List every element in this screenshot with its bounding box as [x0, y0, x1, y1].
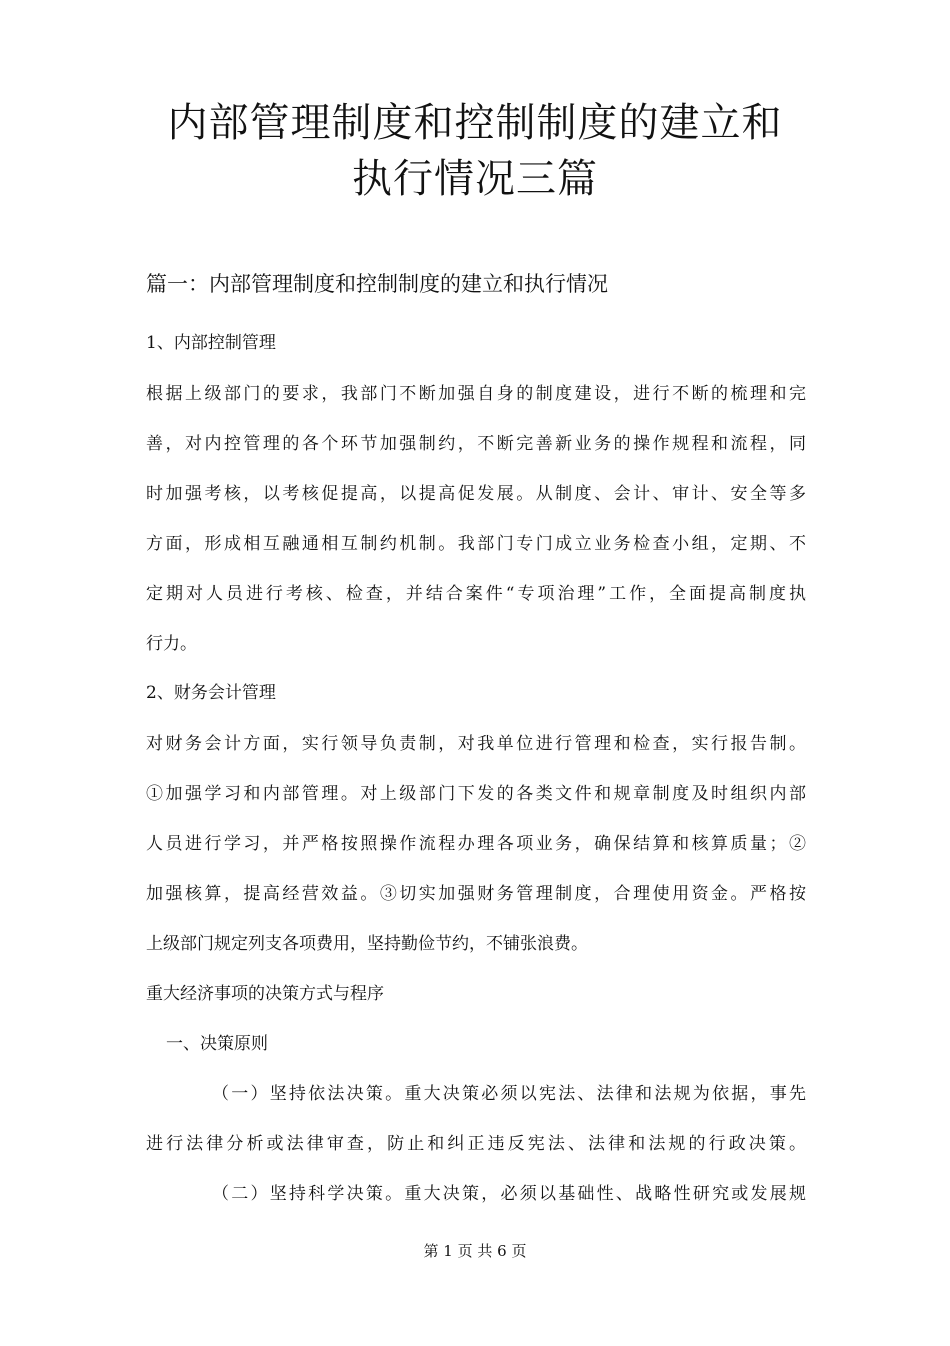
paragraph-line: 上级部门规定列支各项费用，坚持勤俭节约，不铺张浪费。 [146, 934, 588, 954]
paragraph-line: ①加强学习和内部管理。对上级部门下发的各类文件和规章制度及时组织内部 [146, 784, 806, 804]
paragraph-line: 进行法律分析或法律审查，防止和纠正违反宪法、法律和法规的行政决策。 [146, 1134, 806, 1154]
paragraph-line: 行力。 [146, 634, 197, 654]
paragraph-line: 加强核算，提高经营效益。③切实加强财务管理制度，合理使用资金。严格按 [146, 884, 806, 904]
document-title-line-1: 内部管理制度和控制制度的建立和 [167, 100, 783, 146]
subheading-internal-control: 1、内部控制管理 [146, 333, 276, 353]
section-heading: 篇一：内部管理制度和控制制度的建立和执行情况 [146, 272, 608, 296]
paragraph-line: （二）坚持科学决策。重大决策，必须以基础性、战略性研究或发展规 [212, 1184, 806, 1204]
subheading-decision-principles: 一、决策原则 [166, 1034, 268, 1054]
paragraph-line: 善，对内控管理的各个环节加强制约，不断完善新业务的操作规程和流程，同 [146, 434, 806, 454]
paragraph-line: 时加强考核，以考核促提高，以提高促发展。从制度、会计、审计、安全等多 [146, 484, 806, 504]
paragraph-line: 方面，形成相互融通相互制约机制。我部门专门成立业务检查小组，定期、不 [146, 534, 806, 554]
paragraph-line: 对财务会计方面，实行领导负责制，对我单位进行管理和检查，实行报告制。 [146, 734, 806, 754]
subheading-major-decisions: 重大经济事项的决策方式与程序 [146, 984, 384, 1004]
document-title-line-2: 执行情况三篇 [352, 156, 598, 202]
subheading-finance: 2、财务会计管理 [146, 683, 276, 703]
paragraph-line: 根据上级部门的要求，我部门不断加强自身的制度建设，进行不断的梳理和完 [146, 384, 806, 404]
paragraph-line: 人员进行学习，并严格按照操作流程办理各项业务，确保结算和核算质量；② [146, 834, 806, 854]
paragraph-line: 定期对人员进行考核、检查，并结合案件“专项治理”工作，全面提高制度执 [146, 584, 806, 604]
paragraph-line: （一）坚持依法决策。重大决策必须以宪法、法律和法规为依据，事先 [212, 1084, 806, 1104]
page-number-footer: 第 1 页 共 6 页 [423, 1242, 527, 1260]
